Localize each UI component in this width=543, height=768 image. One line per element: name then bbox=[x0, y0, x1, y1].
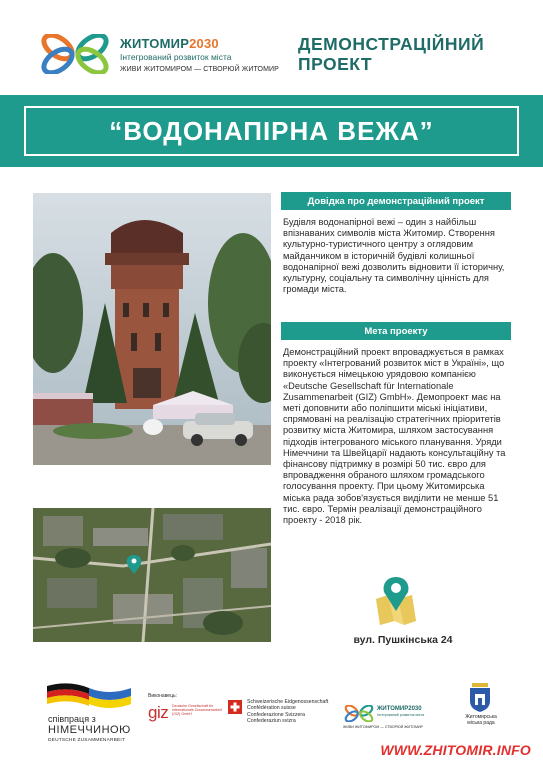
swiss-text-line2: Confédération suisse bbox=[247, 705, 296, 712]
swiss-flag-icon bbox=[228, 700, 242, 714]
mini-brand-slogan: ЖИВИ ЖИТОМИРОМ — СТВОРЮЙ ЖИТОМИР bbox=[343, 725, 423, 729]
satellite-map-illustration bbox=[33, 508, 271, 642]
cooperation-line3: DEUTSCHE ZUSAMMENARBEIT bbox=[48, 738, 126, 743]
cooperation-line2: НІМЕЧЧИНОЮ bbox=[48, 724, 131, 736]
swiss-confederation-text bbox=[247, 699, 333, 725]
brand-subtitle: Інтегрований розвиток міста bbox=[120, 52, 232, 62]
site-watermark: WWW.ZHITOMIR.INFO bbox=[380, 742, 531, 758]
demo-title-line2: ПРОЕКТ bbox=[298, 54, 373, 74]
section-text-info: Будівля водонапірної вежі – один з найбільш впізнаваних символів міста Житомир. Створення культурно-туристичного центру з оглядовим майданчиком в історичній будівлі колишньої водонапірної вежі дозволить відновити її історичну, культурну, соціальну та символічну цінність для громади міста. bbox=[283, 217, 505, 295]
germany-ukraine-flag-logo-icon bbox=[43, 680, 135, 710]
zhytomyr-2030-logo-icon bbox=[38, 34, 112, 74]
zhytomyr-2030-mini-logo-icon bbox=[343, 705, 375, 722]
header bbox=[0, 0, 543, 94]
giz-logo: giz bbox=[148, 703, 169, 722]
swiss-text-line3: Confederazione Svizzera bbox=[247, 711, 305, 718]
mini-brand-subtitle: Інтегрований розвиток міста bbox=[377, 713, 425, 717]
brand-title: ЖИТОМИР2030 bbox=[120, 36, 219, 51]
city-coat-of-arms-icon bbox=[468, 683, 492, 713]
section-heading-goal: Мета проекту bbox=[281, 322, 511, 340]
satellite-map-photo bbox=[33, 508, 271, 642]
map-pin-icon bbox=[372, 575, 420, 627]
section-text-goal: Демонстраційний проект впроваджується в рамках проекту «Інтегрований розвиток міст в Україні», що виконується німецькою урядовою компанією «Deutsche Gesellschaft für Internationale Zusammenarbeit (GIZ) GmbH». Демопроект має на меті доповнити або поліпшити міські ініціативи, спрямовані на реалізацію стратегічних пріоритетів розвитку міста Житомира, шляхом застосування підходів інтегрованого міського планування. Уряди Німеччини та Швейцарії надають консультаційну та фінансову підтримку в розмірі 50 тис. євро для впровадження обраного шляхом громадського голосування проекту. При цьому Житомирська міська рада зобов'язується виділити не менше 51 тис. євро. Термін реалізації демонстраційного проекту - 2018 рік. bbox=[283, 347, 506, 526]
address-label: вул. Пушкінська 24 bbox=[353, 634, 453, 646]
swiss-cross-icon bbox=[228, 700, 242, 714]
mini-brand-title: ЖИТОМИР2030 bbox=[377, 706, 422, 712]
implementer-label: Виконавець: bbox=[148, 693, 177, 699]
section-heading-info: Довідка про демонстраційний проект bbox=[281, 192, 511, 210]
swiss-text-line4: Confederaziun svizra bbox=[247, 718, 296, 725]
brand-slogan: ЖИВИ ЖИТОМИРОМ — СТВОРЮЙ ЖИТОМИР bbox=[120, 66, 279, 73]
project-title: “ВОДОНАПІРНА ВЕЖА” bbox=[109, 115, 434, 146]
demo-title-line1: ДЕМОНСТРАЦІЙНИЙ bbox=[298, 34, 485, 54]
swiss-text-line1: Schweizerische Eidgenossenschaft bbox=[247, 699, 329, 705]
cooperation-line1: співпраця з bbox=[48, 714, 96, 724]
demo-project-heading bbox=[298, 34, 528, 74]
city-council-name: Житомирська міська рада bbox=[465, 714, 497, 726]
title-frame bbox=[24, 106, 519, 156]
water-tower-photo bbox=[33, 193, 271, 465]
water-tower-illustration bbox=[33, 193, 271, 465]
giz-description: Deutsche Gesellschaft für Internationale Zusammenarbeit (GIZ) GmbH bbox=[172, 704, 222, 717]
